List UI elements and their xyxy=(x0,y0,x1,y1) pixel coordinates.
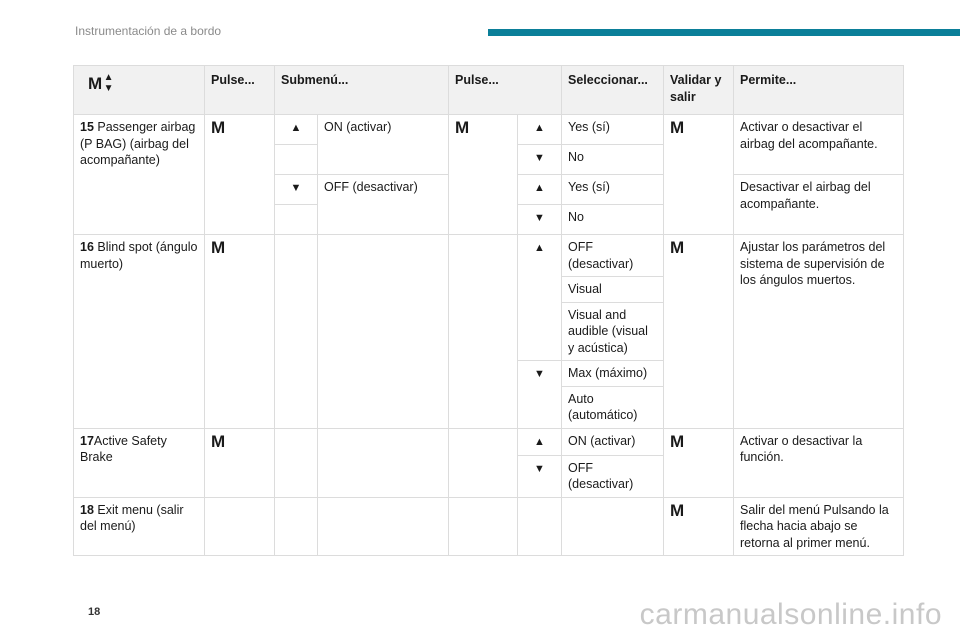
row-16-up-arrow xyxy=(518,235,562,361)
row-15-validate xyxy=(664,115,734,235)
row-15-empty-arrow-2 xyxy=(275,205,318,235)
row-16-allows: Ajustar los parámetros del sistema de supervisión de los ángulos muertos. xyxy=(734,235,904,429)
table-row xyxy=(74,497,904,556)
row-16-validate xyxy=(664,235,734,429)
menu-key-icon: M xyxy=(211,431,225,451)
row-16-label: 16 Blind spot (ángulo muerto) xyxy=(74,235,205,429)
row-18-empty-4 xyxy=(449,497,518,556)
menu-key-icon: M xyxy=(88,73,102,93)
row-17-up-arrow xyxy=(518,428,562,455)
table-row xyxy=(74,428,904,455)
row-17-opt2: OFF (desactivar) xyxy=(562,455,664,497)
up-arrow-icon: ▲ xyxy=(534,122,545,134)
row-17-label: 17Active Safety Brake xyxy=(74,428,205,497)
row-16-key xyxy=(205,235,275,429)
menu-key-icon: M xyxy=(211,118,225,137)
row-15-no1-arrow xyxy=(518,145,562,175)
row-15-no2-arrow xyxy=(518,205,562,235)
row-15-yes2: Yes (sí) xyxy=(562,175,664,205)
page-number: 18 xyxy=(88,606,101,618)
row-15-yes1-arrow xyxy=(518,115,562,145)
row-16-opt5: Auto (automático) xyxy=(562,386,664,428)
row-16-empty-1 xyxy=(275,235,318,429)
row-17-key xyxy=(205,428,275,497)
row-15-yes1: Yes (sí) xyxy=(562,115,664,145)
table-row xyxy=(74,235,904,277)
down-arrow-icon: ▼ xyxy=(534,152,545,164)
down-arrow-icon: ▼ xyxy=(534,212,545,224)
row-16-opt2: Visual xyxy=(562,277,664,303)
row-18-label: 18 Exit menu (salir del menú) xyxy=(74,497,205,556)
row-17-empty-2 xyxy=(318,428,449,497)
header-icon-cell xyxy=(74,66,205,115)
row-16-opt3: Visual and audible (visual y acústica) xyxy=(562,302,664,361)
header-select: Seleccionar... xyxy=(562,66,664,115)
header-accent-bar xyxy=(488,29,960,36)
up-arrow-icon: ▲ xyxy=(534,242,545,254)
row-15-label: 15 Passenger airbag (P BAG) (airbag del acompañante) xyxy=(74,115,205,235)
row-18-validate xyxy=(664,497,734,556)
row-15-key-2 xyxy=(449,115,518,235)
row-18-empty-6 xyxy=(562,497,664,556)
row-15-key xyxy=(205,115,275,235)
row-16-empty-2 xyxy=(318,235,449,429)
row-18-empty-3 xyxy=(318,497,449,556)
down-arrow-icon: ▼ xyxy=(534,368,545,380)
up-arrow-icon: ▲ xyxy=(103,72,114,83)
row-17-empty-1 xyxy=(275,428,318,497)
row-18-empty-5 xyxy=(518,497,562,556)
row-18-allows: Salir del menú Pulsando la flecha hacia abajo se retorna al primer menú. xyxy=(734,497,904,556)
header-submenu: Submenú... xyxy=(275,66,449,115)
table-header-row xyxy=(74,66,904,115)
row-15-allows-on: Activar o desactivar el airbag del acompañante. xyxy=(734,115,904,175)
menu-key-icon: M xyxy=(455,118,469,137)
row-15-no1: No xyxy=(562,145,664,175)
header-pulse-2: Pulse... xyxy=(449,66,562,115)
row-18-empty-1 xyxy=(205,497,275,556)
up-arrow-icon: ▲ xyxy=(290,122,302,134)
row-17-validate xyxy=(664,428,734,497)
menu-key-icon: M xyxy=(211,238,225,257)
row-15-on-label: ON (activar) xyxy=(318,115,449,175)
row-15-allows-off: Desactivar el airbag del acompañante. xyxy=(734,175,904,235)
row-18-empty-2 xyxy=(275,497,318,556)
row-15-on-arrow xyxy=(275,115,318,145)
row-17-allows: Activar o desactivar la función. xyxy=(734,428,904,497)
down-arrow-icon: ▼ xyxy=(534,462,545,475)
table-row xyxy=(74,115,904,145)
header-allows: Permite... xyxy=(734,66,904,115)
row-16-down-arrow xyxy=(518,361,562,429)
up-arrow-icon: ▲ xyxy=(534,182,545,194)
up-arrow-icon: ▲ xyxy=(534,435,545,448)
header-validate: Validar y salir xyxy=(664,66,734,115)
menu-key-icon: M xyxy=(670,500,684,520)
row-17-down-arrow xyxy=(518,455,562,497)
row-15-empty-arrow xyxy=(275,145,318,175)
row-17-empty-3 xyxy=(449,428,518,497)
down-arrow-icon: ▼ xyxy=(290,182,302,194)
watermark: carmanualsonline.info xyxy=(639,598,942,631)
menu-table xyxy=(73,65,904,556)
menu-key-icon: M xyxy=(670,118,684,137)
menu-key-icon: M xyxy=(670,238,684,257)
row-15-off-label: OFF (desactivar) xyxy=(318,175,449,235)
row-16-empty-3 xyxy=(449,235,518,429)
row-17-opt1: ON (activar) xyxy=(562,428,664,455)
row-15-no2: No xyxy=(562,205,664,235)
row-16-opt4: Max (máximo) xyxy=(562,361,664,387)
row-15-yes2-arrow xyxy=(518,175,562,205)
page-header-title: Instrumentación de a bordo xyxy=(75,24,222,38)
down-arrow-icon: ▼ xyxy=(103,83,114,94)
row-15-off-arrow xyxy=(275,175,318,205)
row-16-opt1: OFF (desactivar) xyxy=(562,235,664,277)
menu-key-icon: M xyxy=(670,431,684,451)
header-pulse-1: Pulse... xyxy=(205,66,275,115)
